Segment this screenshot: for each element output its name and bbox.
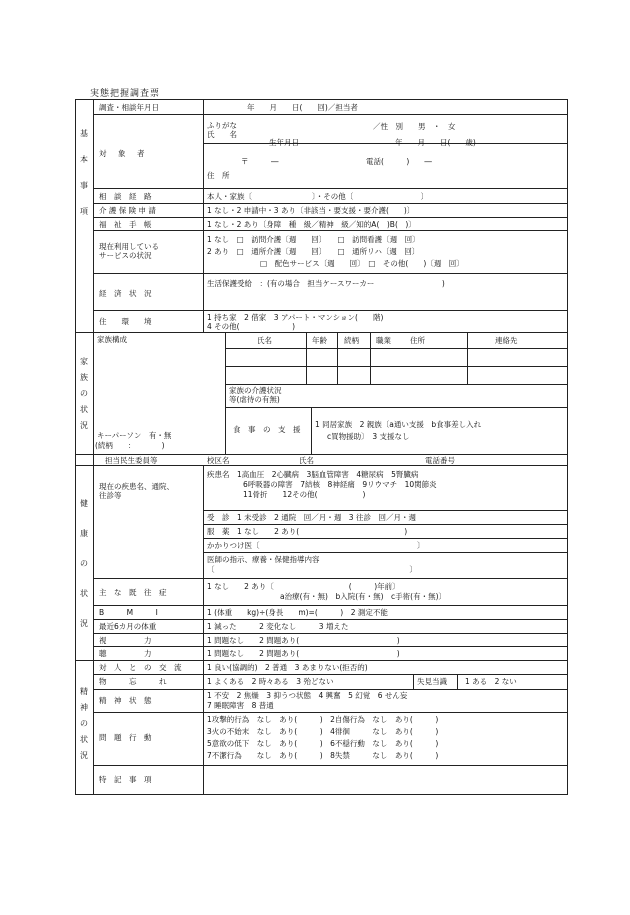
service-label: 現在利用している サービスの状況 (99, 242, 159, 261)
bmi-label: B M I (99, 608, 158, 617)
economy-label: 経 済 状 況 (99, 289, 152, 298)
staff-phone-field[interactable]: 電話番号 (425, 456, 455, 465)
interaction-field[interactable]: 1 良い(協調的) 2 普通 3 あまりない(拒否的) (207, 663, 368, 672)
route-label: 相 談 経 路 (99, 192, 152, 201)
family-composition-label: 家族構成 (97, 335, 127, 344)
behavior-line-2[interactable]: 3火の不始末 なし あり( ) 4徘徊 なし あり( ) (207, 727, 439, 736)
row-line (93, 188, 568, 189)
family-care-status-label: 家族の介護状況 等(虐待の有無) (229, 386, 282, 405)
row-line (93, 712, 568, 713)
family-col-relation: 続柄 (344, 336, 359, 345)
grid-line (225, 407, 568, 408)
section-line (75, 660, 568, 661)
label-divider (203, 99, 204, 332)
grid-line (370, 332, 371, 384)
consult-date-value[interactable]: 年 月 日( 回)／担当者 (247, 103, 358, 112)
row-line (93, 633, 568, 634)
housing-line-1[interactable]: 1 持ち家 2 借家 3 アパート・マンション( 階) (207, 313, 384, 322)
care-field[interactable]: 1 なし・2 申請中・3 あり〔非該当・要支援・要介護( )〕 (207, 206, 415, 215)
history-label: 主 な 既 往 症 (99, 588, 167, 597)
behavior-line-3[interactable]: 5意欲の低下 なし あり( ) 6不穏行動 なし あり( ) (207, 739, 439, 748)
family-col-job: 職業 (376, 336, 391, 345)
consult-date-label: 調査・相談年月日 (99, 103, 159, 112)
housing-line-2[interactable]: 4 その他( ) (207, 322, 296, 331)
meal-support-line-1[interactable]: 1 同居家族 2 親族〔a通い支援 b食事差し入れ (315, 420, 482, 429)
history-line-1[interactable]: 1 なし 2 あり〔 ( )年前〕 (207, 582, 400, 591)
grid-line (225, 366, 568, 367)
staff-name-field[interactable]: 氏名 (299, 456, 314, 465)
section-mental-label: 精神の状況 (80, 687, 88, 760)
furigana-label: ふりがな (207, 121, 237, 130)
gender-field[interactable]: ／性 別 男 ・ 女 (373, 122, 456, 131)
instruction-label: 医師の指示、療養・保健指導内容 (207, 555, 320, 564)
section-health-label: 健康の状況 (80, 499, 88, 628)
row-line (203, 510, 568, 511)
row-line (93, 114, 568, 115)
section-line (75, 454, 568, 455)
disorientation-label: 失見当識 (417, 677, 447, 686)
route-field[interactable]: 本人・家族〔 〕・その他〔 〕 (207, 192, 429, 201)
grid-line (306, 332, 307, 384)
row-line (93, 230, 568, 231)
row-line (93, 578, 568, 579)
postal-field[interactable]: 〒 ― (241, 157, 279, 166)
address-field[interactable]: 住 所 (207, 171, 230, 180)
grid-line (337, 332, 338, 384)
keyperson-field[interactable]: キーパーソン 有・無 (97, 431, 172, 440)
mental-state-label: 精 神 状 態 (99, 696, 152, 705)
grid-line (225, 384, 568, 385)
district-field[interactable]: 校区名 (207, 456, 230, 465)
row-line (203, 524, 568, 525)
weight-field[interactable]: 1 減った 2 変化なし 3 増えた (207, 622, 349, 631)
row-line (93, 605, 568, 606)
service-line-3[interactable]: □ 配色サービス〔週 回〕 □ その他( )〔週 回〕 (260, 259, 464, 268)
welfare-label: 福 祉 手 帳 (99, 220, 152, 229)
remarks-label: 特 記 事 項 (99, 775, 152, 784)
grid-line (457, 674, 458, 689)
family-col-name: 氏名 (257, 336, 272, 345)
row-line (93, 674, 568, 675)
interaction-label: 対 人 と の 交 流 (99, 663, 182, 672)
row-line (93, 217, 568, 218)
disease-line-2[interactable]: 6呼吸器の障害 7結核 8神経痛 9リウマチ 10関節炎 (243, 480, 437, 489)
birth-label: 生年月日 (269, 138, 299, 147)
row-line (203, 538, 568, 539)
section-basic-label: 基本事項 (80, 129, 88, 216)
grid-line (225, 348, 568, 349)
birth-field[interactable]: 年 月 日( 歳) (395, 138, 476, 147)
vision-label: 視 力 (99, 636, 152, 645)
section-family-label: 家族の状況 (80, 357, 88, 430)
row-line (93, 646, 568, 647)
family-col-address: 住所 (410, 336, 425, 345)
subject-label: 対 象 者 (99, 149, 147, 158)
grid-line (413, 674, 414, 689)
row-line (203, 143, 568, 144)
welfare-staff-header: 担当民生委員等 (105, 456, 158, 465)
family-col-contact: 連絡先 (495, 336, 518, 345)
family-col-age: 年齢 (312, 336, 327, 345)
meal-support-label: 食 事 の 支 援 (233, 425, 301, 434)
service-line-1[interactable]: 1 なし □ 訪問介護〔週 回〕 □ 訪問看護〔週 回〕 (207, 235, 420, 244)
instruction-field[interactable]: 〔 〕 (207, 565, 417, 574)
meal-support-line-2[interactable]: c買物援助〕 3 支援なし (327, 432, 410, 441)
disease-label: 現在の疾患名、通院、 往診等 (99, 482, 174, 501)
row-line (93, 619, 568, 620)
doctor-field[interactable]: かかりつけ医〔 〕 (207, 541, 425, 550)
row-line (93, 310, 568, 311)
vision-field[interactable]: 1 問題なし 2 問題あり( ) (207, 636, 400, 645)
hearing-field[interactable]: 1 問題なし 2 問題あり( ) (207, 649, 400, 658)
form-title: 実態把握調査票 (90, 89, 161, 99)
grid-line (467, 332, 468, 384)
name-label: 氏 名 (207, 130, 237, 139)
economy-field[interactable]: 生活保護受給 ：(有の場合 担当ケースワーカー ) (207, 279, 445, 288)
behavior-label: 問 題 行 動 (99, 733, 152, 742)
mental-state-line-2[interactable]: 7 睡眠障害 8 普通 (207, 701, 274, 710)
bmi-field[interactable]: 1 (体重 kg)÷(身長 m)=( ) 2 測定不能 (207, 608, 388, 617)
section-line (75, 332, 568, 333)
history-line-2[interactable]: a治療(有・無) b入院(有・無) c手術(有・無)〕 (280, 592, 447, 601)
label-divider (203, 465, 204, 795)
survey-form (75, 99, 568, 795)
row-line (203, 552, 568, 553)
mental-state-line-1[interactable]: 1 不安 2 焦燥 3 抑うつ状態 4 興奮 5 幻覚 6 せん妄 (207, 691, 408, 700)
row-line (93, 689, 568, 690)
service-line-2[interactable]: 2 あり □ 通所介護〔週 回〕 □ 通所リハ〔週 回〕 (207, 247, 420, 256)
behavior-line-4[interactable]: 7不潔行為 なし あり( ) 8失禁 なし あり( ) (207, 751, 439, 760)
care-label: 介 護 保 険 申 請 (99, 206, 156, 215)
forgetfulness-label: 物 忘 れ (99, 677, 167, 686)
weight-label: 最近6カ月の体重 (99, 622, 157, 631)
row-line (93, 273, 568, 274)
visit-field[interactable]: 受 診 1 未受診 2 通院 回／月・週 3 往診 回／月・週 (207, 513, 416, 522)
phone-field[interactable]: 電話( ) ― (366, 157, 432, 166)
keyperson-relation[interactable]: (続柄 ： ) (95, 441, 165, 450)
grid-line (311, 407, 312, 454)
disease-line-1[interactable]: 疾患名 1高血圧 2心臓病 3脳血管障害 4糖尿病 5腎臓病 (207, 470, 419, 479)
row-line (93, 203, 568, 204)
remarks-field[interactable] (204, 766, 566, 793)
family-divider (225, 332, 226, 454)
medicine-field[interactable]: 服 薬 1 なし 2 あり( ) (207, 527, 408, 536)
behavior-line-1[interactable]: 1攻撃的行為 なし あり( ) 2自傷行為 なし あり( ) (207, 715, 439, 724)
disease-line-3[interactable]: 11骨折 12その他( ) (243, 490, 366, 499)
forgetfulness-field[interactable]: 1 よくある 2 時々ある 3 殆どない (207, 677, 334, 686)
housing-label: 住 環 境 (99, 317, 152, 326)
hearing-label: 聴 力 (99, 649, 152, 658)
disorientation-field[interactable]: 1 ある 2 ない (465, 677, 517, 686)
welfare-field[interactable]: 1 なし・2 あり〔身障 種 級／精神 級／知的A( )B( )〕 (207, 220, 416, 229)
